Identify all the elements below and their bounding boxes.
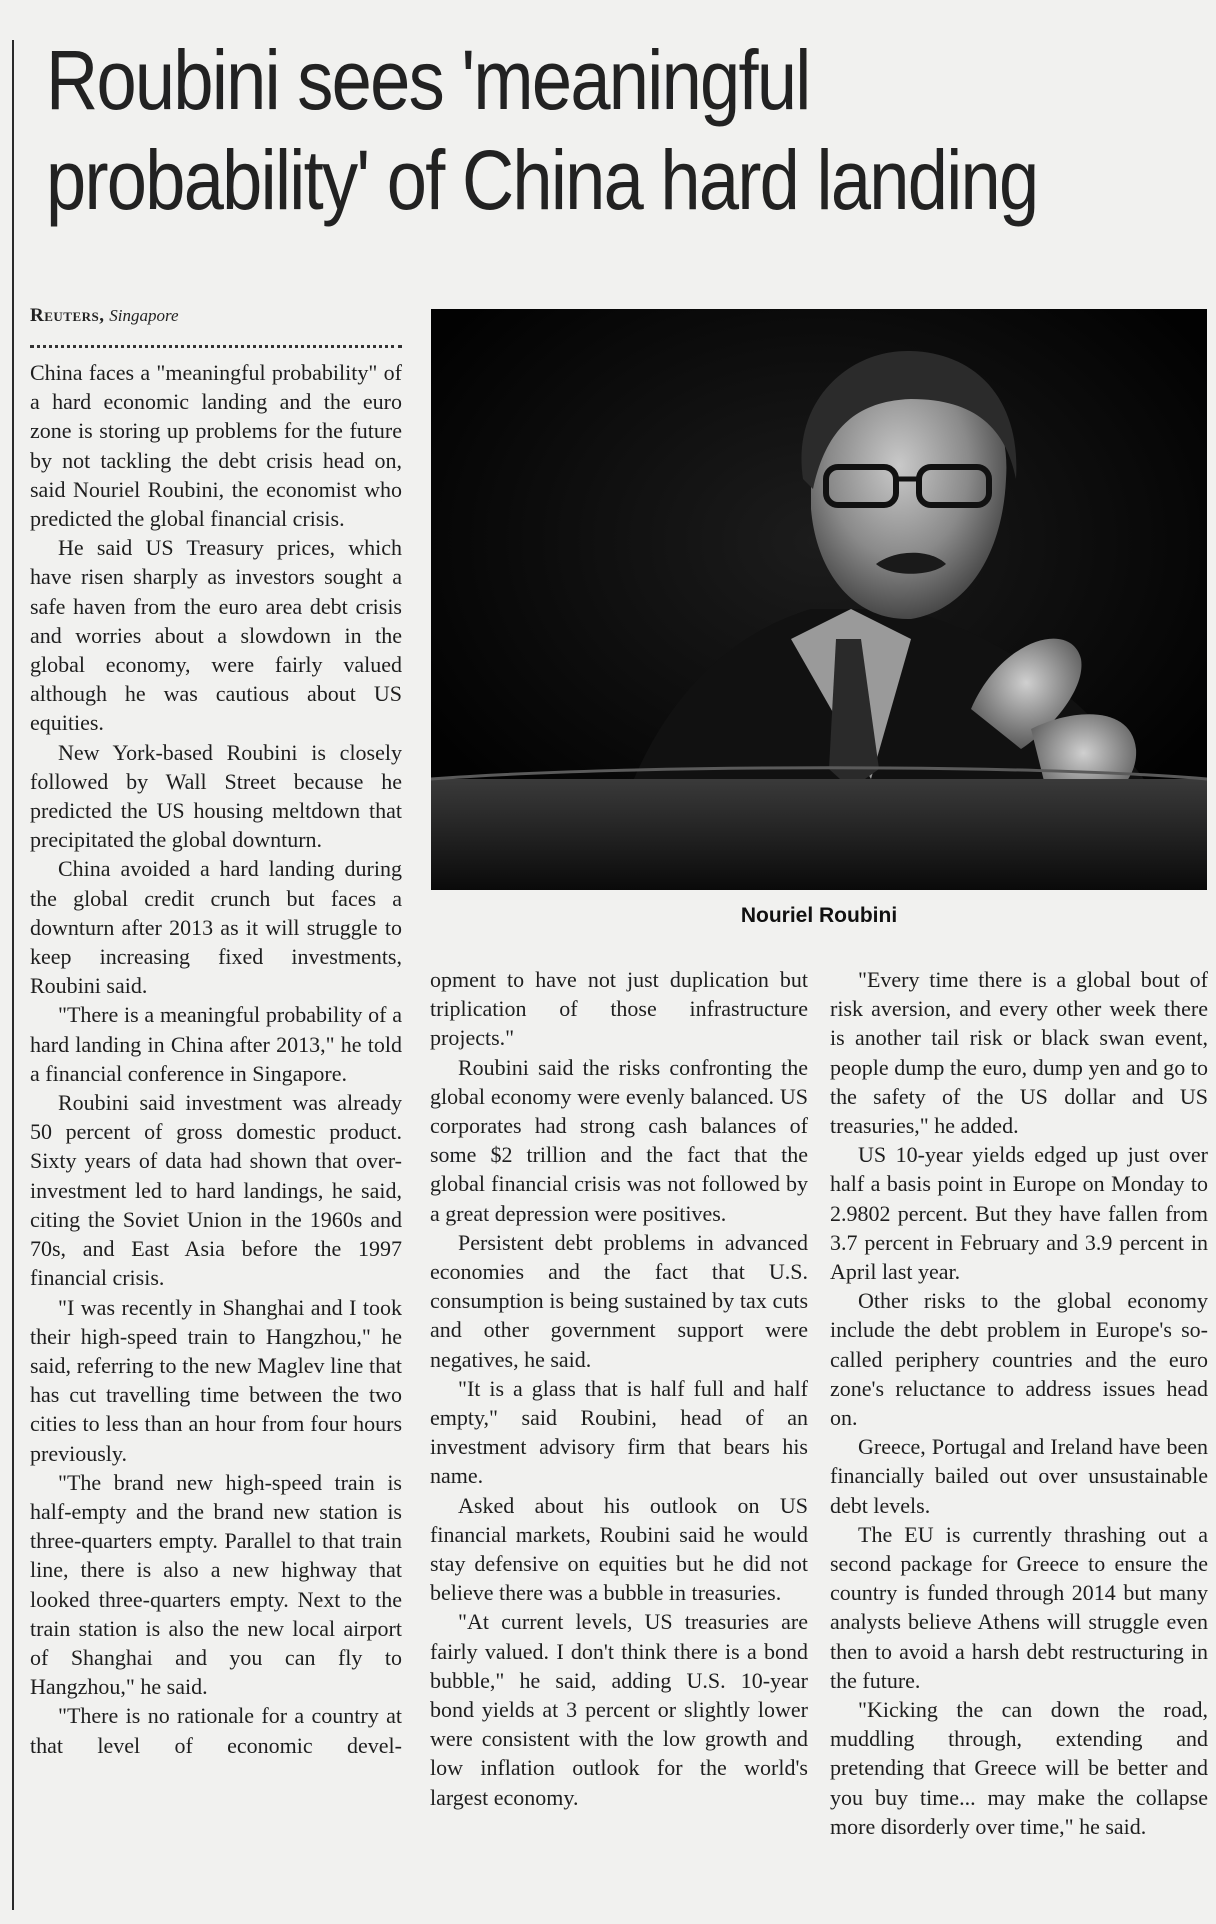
paragraph: "At current levels, US treasuries are fairly valued. I don't think there is a bond bubble," he said, adding U.S. 10-year bond yields at 3 percent or slightly lower were consistent with the low growth and low inflation outlook for the world's largest economy. bbox=[430, 1609, 808, 1810]
byline bbox=[30, 305, 402, 327]
headline bbox=[46, 30, 1052, 230]
article-column-2 bbox=[430, 965, 808, 1812]
paragraph: "I was recently in Shanghai and I took their high-speed train to Hangzhou," he said, referring to the new Maglev line that has cut travelling time between the two cities to less than an hour from four hours previously. bbox=[30, 1294, 402, 1466]
paragraph: "There is a meaningful probability of a hard landing in China after 2013," he told a financial conference in Singapore. bbox=[30, 1002, 402, 1086]
paragraph: Greece, Portugal and Ireland have been financially bailed out over unsustainable debt levels. bbox=[830, 1434, 1208, 1518]
photo-caption: Nouriel Roubini bbox=[740, 904, 898, 927]
paragraph: "Every time there is a global bout of risk aversion, and every other week there is another tail risk or black swan event, people dump the euro, dump yen and go to the safety of the US dollar and US treasuries," he added. bbox=[830, 967, 1208, 1139]
paragraph: "There is no rationale for a country at that level of economic devel- bbox=[30, 1703, 402, 1758]
paragraph: The EU is currently thrashing out a second package for Greece to ensure the country is funded through 2014 but many analysts believe Athens will struggle even then to avoid a harsh debt restructuring in the future. bbox=[830, 1521, 1208, 1693]
paragraph: New York-based Roubini is closely followed by Wall Street because he predicted the US housing meltdown that precipitated the global downturn. bbox=[30, 739, 402, 853]
paragraph: Asked about his outlook on US financial markets, Roubini said he would stay defensive on equities but he did not believe there was a bubble in treasuries. bbox=[430, 1492, 808, 1606]
paragraph: US 10-year yields edged up just over half a basis point in Europe on Monday to 2.9802 percent. But they have fallen from 3.7 percent in February and 3.9 percent in April last year. bbox=[830, 1142, 1208, 1285]
paragraph: "It is a glass that is half full and half empty," said Roubini, head of an investment advisory firm that bears his name. bbox=[430, 1375, 808, 1489]
article-photo bbox=[431, 309, 1207, 890]
byline-dotted-divider bbox=[30, 345, 402, 348]
paragraph: Other risks to the global economy include the debt problem in Europe's so-called periphery countries and the euro zone's reluctance to address issues head on. bbox=[830, 1288, 1208, 1431]
headline-line-2: probability' of China hard landing bbox=[46, 133, 1038, 227]
paragraph: Roubini said investment was already 50 percent of gross domestic product. Sixty years of data had shown that over- investment led to hard landings, he said, citing the Soviet Union in the 1960s and 70s, and East Asia before the 1997 financial crisis. bbox=[30, 1090, 402, 1291]
paragraph: China avoided a hard landing during the global credit crunch but faces a downturn after 2013 as it will struggle to keep increasing fixed investments, Roubini said. bbox=[30, 856, 402, 999]
article-column-3 bbox=[830, 965, 1208, 1841]
headline-line-1: Roubini sees 'meaningful bbox=[46, 33, 810, 127]
paragraph: Persistent debt problems in advanced economies and the fact that U.S. consumption is being sustained by tax cuts and other government support were negatives, he said. bbox=[430, 1229, 808, 1372]
paragraph: "The brand new high-speed train is half-empty and the brand new station is three-quarters empty. Parallel to that train line, there is also a new highway that looked three-quarters empty. Next to the train station is also the new local airport of Shanghai and you can fly to Hangzhou," he said. bbox=[30, 1469, 402, 1700]
paragraph: "Kicking the can down the road, muddling through, extending and pretending that Greece will be better and you buy time... may make the collapse more disorderly over time," he said. bbox=[830, 1697, 1208, 1839]
paragraph: Roubini said the risks confronting the global economy were evenly balanced. US corporates had strong cash balances of some $2 trillion and the fact that the global financial crisis was not followed by a great depression were positives. bbox=[430, 1054, 808, 1226]
page-left-rule bbox=[12, 40, 14, 1910]
portrait-illustration bbox=[431, 309, 1207, 890]
article-column-1 bbox=[30, 358, 402, 1760]
paragraph: China faces a "meaningful probability" of a hard economic landing and the euro zone is storing up problems for the future by not tackling the debt crisis head on, said Nouriel Roubini, the economist who predicted the global financial crisis. bbox=[30, 360, 402, 532]
byline-agency: Reuters, bbox=[30, 305, 105, 326]
paragraph: opment to have not just duplication but triplication of those infrastructure projects." bbox=[430, 967, 808, 1051]
byline-location: Singapore bbox=[109, 306, 179, 325]
paragraph: He said US Treasury prices, which have risen sharply as investors sought a safe haven from the euro area debt crisis and worries about a slowdown in the global economy, were fairly valued although he was cautious about US equities. bbox=[30, 535, 402, 736]
